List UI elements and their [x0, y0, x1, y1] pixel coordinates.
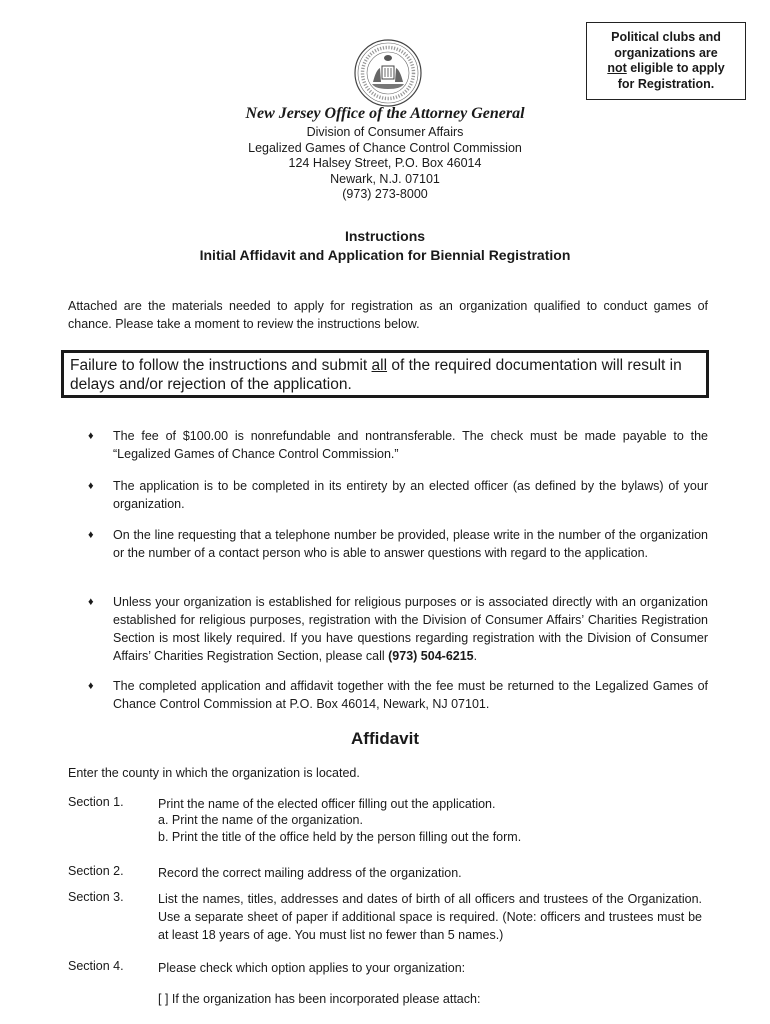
list-item [88, 526, 708, 562]
warning-box [61, 350, 709, 398]
section-label: Section 1. [68, 795, 124, 809]
bullet-text: The application is to be completed in its entirety by an elected officer (as defined by the bylaws) of your organization. [113, 479, 708, 511]
nj-state-seal-icon [353, 38, 423, 108]
warning-text-before: Failure to follow the instructions and submit [70, 357, 372, 374]
bullet-text [113, 593, 708, 665]
section-text: Please check which option applies to your organization: [158, 961, 466, 975]
section-text: Record the correct mailing address of the organization. [158, 866, 462, 880]
instructions-subtitle: Initial Affidavit and Application for Biennial Registration [199, 247, 571, 263]
warning-all-word: all [371, 357, 388, 374]
notice-line-2: organizations are [614, 45, 718, 60]
diamond-bullet-icon: ♦ [88, 680, 94, 692]
bullet-text: On the line requesting that a telephone number be provided, please write in the number of the organization or the number of a contact person who is able to answer questions with regard to the application. [113, 528, 708, 560]
list-item [88, 593, 708, 665]
bullet-4-end: . [473, 649, 478, 663]
affidavit-title: Affidavit [351, 729, 419, 748]
notice-line-3 [587, 61, 745, 77]
office-title: New Jersey Office of the Attorney General [245, 105, 525, 122]
notice-line-3-rest: eligible to apply [626, 61, 725, 75]
charities-phone: (973) 504-6215 [388, 649, 474, 663]
section-text: Print the name of the elected officer filling out the application. [158, 797, 496, 811]
incorporated-checkbox-line[interactable]: [ ] If the organization has been incorporated please attach: [158, 992, 481, 1006]
list-item [88, 677, 708, 713]
list-item [88, 477, 708, 513]
city-address: Newark, N.J. 07101 [330, 172, 440, 186]
notice-not-word: not [607, 61, 627, 75]
section-1-sub-a: a. Print the name of the organization. [158, 813, 363, 827]
list-item [88, 427, 708, 463]
bullet-text: The completed application and affidavit together with the fee must be returned to the Legalized Games of Chance Control Commission at P.O. Box 46014, Newark, NJ 07101. [113, 679, 708, 711]
warning-text-after: of the required documentation will result in delays and/or rejection of the application. [70, 357, 682, 393]
section-label: Section 3. [68, 890, 124, 904]
diamond-bullet-icon: ♦ [88, 596, 94, 608]
diamond-bullet-icon: ♦ [88, 529, 94, 541]
phone-number: (973) 273-8000 [342, 187, 428, 201]
notice-line-1: Political clubs and [611, 30, 721, 44]
division-name: Division of Consumer Affairs [306, 125, 464, 139]
diamond-bullet-icon: ♦ [88, 430, 94, 442]
bullet-4-text: Unless your organization is established for religious purposes or is associated directly with an organization established for religious purposes, registration with the Division of Consumer Affairs’ Charities Registration Section is most likely required. If you have questions regarding registration with the Division of Consumer Affairs’ Charities Registration Section, please call [113, 595, 708, 663]
bullet-text: The fee of $100.00 is nonrefundable and nontransferable. The check must be made payable to the “Legalized Games of Chance Control Commission.” [113, 429, 708, 461]
section-label: Section 2. [68, 864, 124, 878]
intro-paragraph: Attached are the materials needed to apply for registration as an organization qualified to conduct games of chance. Please take a moment to review the instructions below. [68, 299, 708, 331]
street-address: 124 Halsey Street, P.O. Box 46014 [288, 156, 482, 170]
section-text: List the names, titles, addresses and dates of birth of all officers and trustees of the Organization. Use a separate sheet of paper if additional space is required. (Note: officers and trustees must be at least 18 years of age. You must list no fewer than 5 names.) [158, 892, 702, 942]
instructions-title: Instructions [344, 228, 426, 244]
diamond-bullet-icon: ♦ [88, 480, 94, 492]
county-instruction: Enter the county in which the organization is located. [68, 766, 360, 780]
notice-line-4: for Registration. [617, 76, 715, 91]
section-1-sub-b: b. Print the title of the office held by the person filling out the form. [158, 830, 522, 844]
commission-name: Legalized Games of Chance Control Commission [248, 141, 522, 155]
ineligibility-notice [586, 22, 746, 100]
section-label: Section 4. [68, 959, 124, 973]
